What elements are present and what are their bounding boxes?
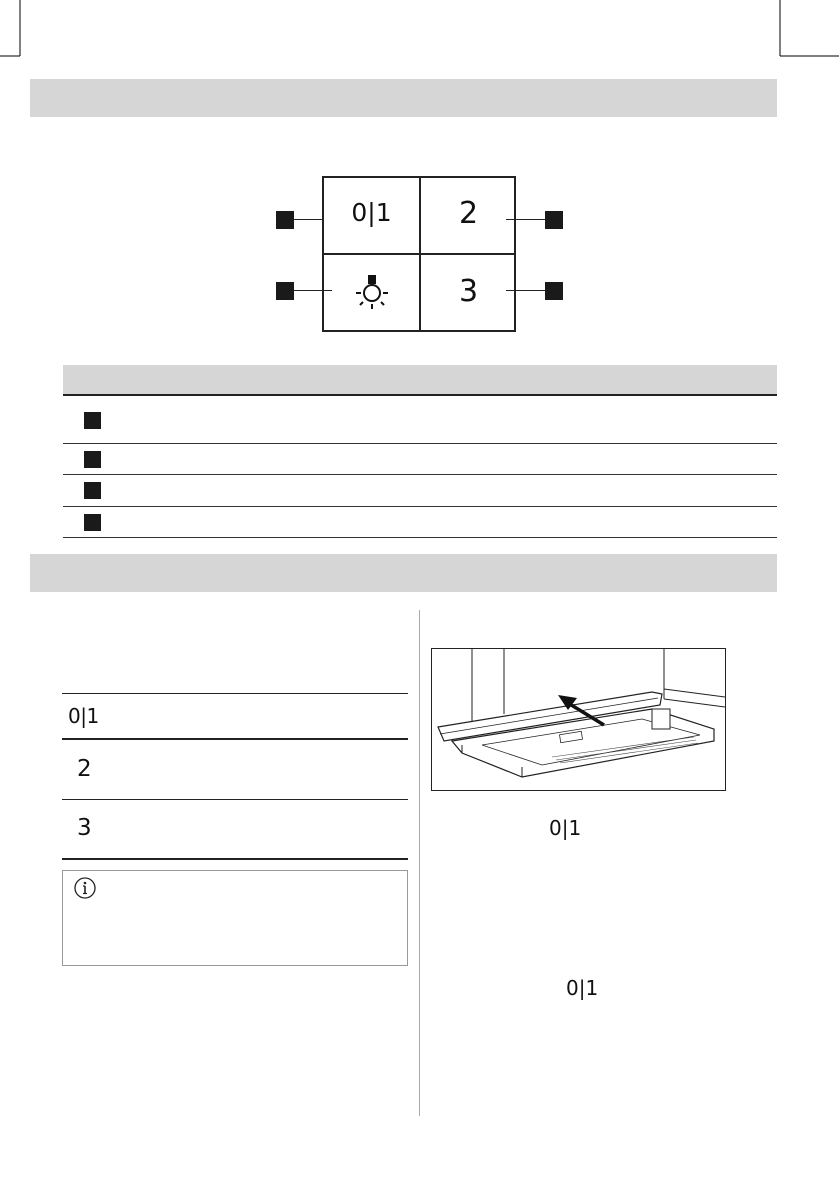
table-row xyxy=(63,507,777,538)
section-header-bar xyxy=(30,554,777,592)
legend-table-header xyxy=(63,365,777,396)
callout-marker xyxy=(276,282,294,300)
crop-mark xyxy=(0,0,839,60)
speed-2-button[interactable]: 2 xyxy=(458,196,479,231)
row-marker xyxy=(84,514,101,531)
callout-leader xyxy=(506,290,545,291)
table-rule xyxy=(62,738,408,740)
inline-on-off-symbol: 0|1 xyxy=(549,816,582,840)
info-icon xyxy=(73,876,97,900)
hood-drawing xyxy=(432,649,725,790)
callout-leader xyxy=(294,290,332,291)
callout-marker xyxy=(545,211,563,229)
table-row xyxy=(63,475,777,507)
symbol-speed-2: 2 xyxy=(77,756,92,782)
table-rule xyxy=(62,693,408,694)
control-panel-diagram xyxy=(322,176,516,332)
table-rule xyxy=(62,858,408,860)
symbol-speed-3: 3 xyxy=(77,815,92,841)
callout-leader xyxy=(294,219,322,220)
panel-divider-horizontal xyxy=(324,253,514,255)
section-header-bar xyxy=(30,79,777,117)
info-note-box xyxy=(62,870,408,966)
row-marker xyxy=(84,482,101,499)
inline-on-off-symbol: 0|1 xyxy=(566,976,599,1000)
column-divider xyxy=(419,610,420,1116)
speed-3-button[interactable]: 3 xyxy=(458,274,479,309)
hood-illustration xyxy=(431,648,726,791)
on-off-button[interactable]: 0|1 xyxy=(351,198,392,227)
table-row xyxy=(63,397,777,444)
table-rule xyxy=(62,799,408,800)
row-marker xyxy=(84,451,101,468)
row-marker xyxy=(84,412,101,429)
callout-leader xyxy=(506,219,545,220)
symbol-on-off: 0|1 xyxy=(68,704,99,728)
callout-marker xyxy=(545,282,563,300)
light-bulb-icon[interactable] xyxy=(354,273,390,313)
table-row xyxy=(63,444,777,475)
callout-marker xyxy=(276,211,294,229)
